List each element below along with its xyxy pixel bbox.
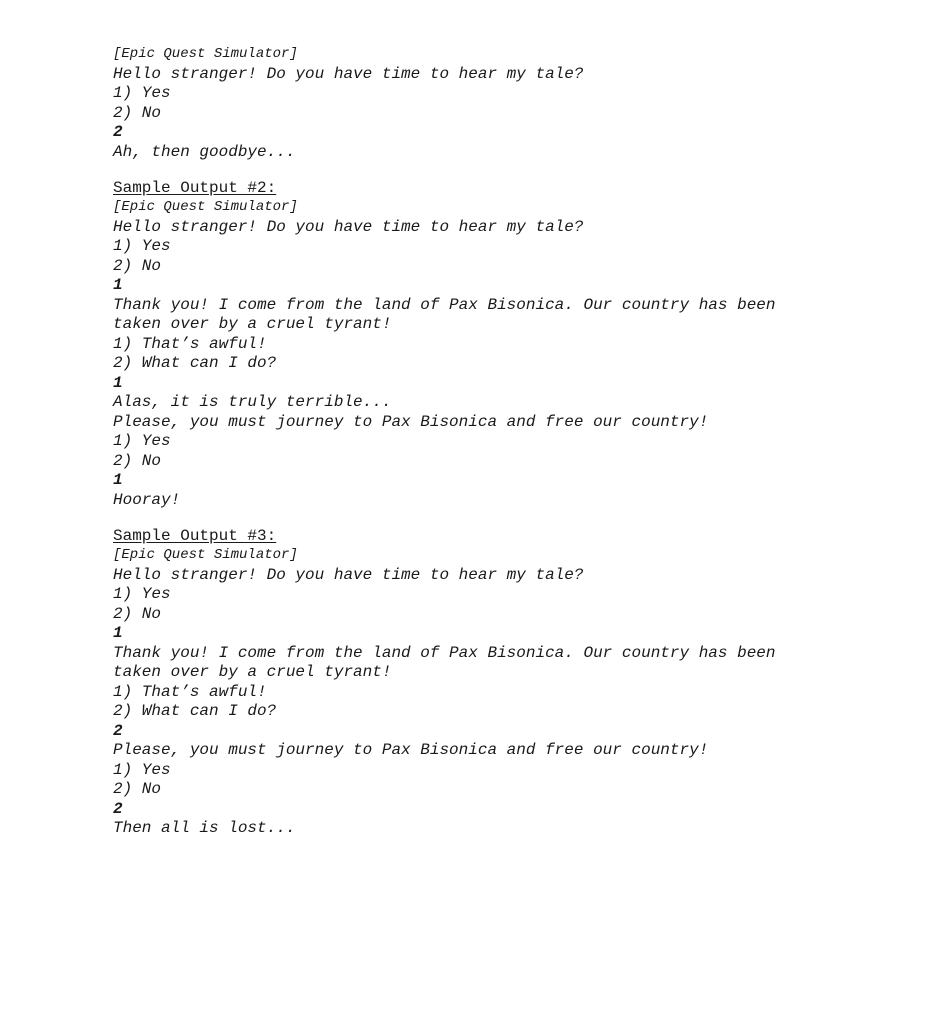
section-heading: Sample Output #3: [113,527,277,545]
output-line: 2) No [113,103,162,122]
output-line: taken over by a cruel tyrant! [113,663,392,681]
output-line: Alas, it is truly terrible... [113,393,392,411]
user-input-line: 1 [113,373,123,392]
output-line: Hello stranger! Do you have time to hear my tale? [113,217,584,236]
output-line: 2) No [113,256,162,275]
output-line: 2) No [113,604,162,623]
output-line: 1) Yes [113,585,171,603]
output-line: 2) No [113,451,162,470]
output-line: Thank you! I come from the land of Pax Bisonica. Our country has been [113,643,776,662]
user-input-line: 2 [113,799,123,818]
user-input-line: 1 [113,624,123,642]
output-line: 2) No [113,780,162,798]
output-line: Then all is lost... [113,819,296,837]
document-body [113,45,913,839]
program-banner: [Epic Quest Simulator] [113,46,298,62]
user-input-line: 1 [113,276,123,294]
program-banner: [Epic Quest Simulator] [113,547,298,563]
program-banner: [Epic Quest Simulator] [113,199,298,215]
output-line: Hooray! [113,490,181,509]
output-line: Hello stranger! Do you have time to hear my tale? [113,64,584,83]
output-line: 2) What can I do? [113,702,277,720]
output-line: 1) Yes [113,84,171,102]
sample-output-block [113,179,913,510]
output-line: 1) That’s awful! [113,334,267,353]
output-line: Hello stranger! Do you have time to hear my tale? [113,565,584,584]
output-line: 2) What can I do? [113,354,277,372]
output-line: 1) Yes [113,760,171,779]
output-line: 1) Yes [113,237,171,255]
output-line: taken over by a cruel tyrant! [113,315,392,333]
output-line: 1) That’s awful! [113,682,267,701]
user-input-line: 2 [113,123,123,141]
output-line: Ah, then goodbye... [113,142,296,161]
sample-output-block [113,527,913,839]
output-line: 1) Yes [113,432,171,450]
sample-output-block [113,45,913,162]
output-line: Please, you must journey to Pax Bisonica and free our country! [113,412,709,431]
user-input-line: 2 [113,721,123,740]
output-line: Please, you must journey to Pax Bisonica and free our country! [113,741,709,759]
section-heading: Sample Output #2: [113,179,277,197]
user-input-line: 1 [113,471,123,489]
output-line: Thank you! I come from the land of Pax Bisonica. Our country has been [113,295,776,314]
